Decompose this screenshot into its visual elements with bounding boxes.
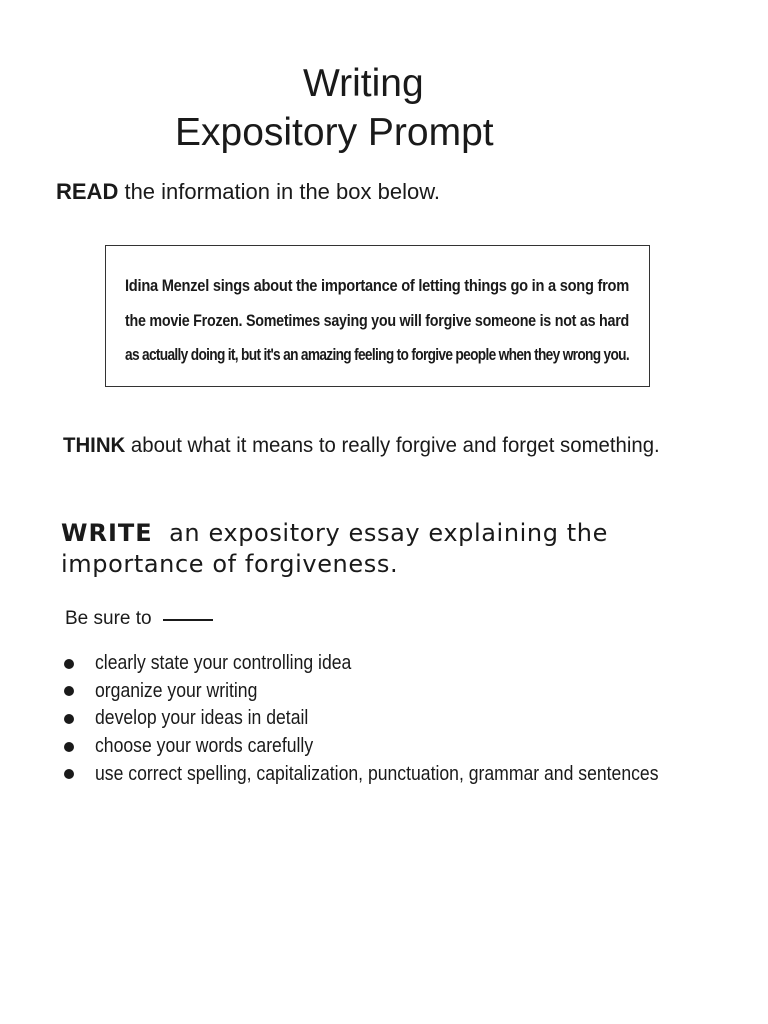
checklist-item-text: develop your ideas in detail bbox=[95, 707, 309, 730]
write-instruction bbox=[61, 518, 741, 580]
read-text: the information in the box below. bbox=[118, 179, 440, 204]
checklist-item-text: clearly state your controlling idea bbox=[95, 652, 352, 675]
passage-text bbox=[125, 268, 629, 373]
bullet-icon bbox=[64, 769, 74, 779]
think-text: about what it means to really forgive and forget something. bbox=[125, 434, 660, 457]
read-instruction bbox=[56, 181, 440, 203]
checklist-item bbox=[64, 760, 735, 788]
checklist bbox=[64, 650, 735, 788]
passage-line-3: as actually doing it, but it's an amazing feeling to forgive people when they wrong you. bbox=[125, 346, 629, 364]
write-text: an expository essay explaining the importance of forgiveness. bbox=[61, 519, 617, 578]
be-sure-label bbox=[65, 609, 213, 628]
checklist-item-text: use correct spelling, capitalization, punctuation, grammar and sentences bbox=[95, 762, 659, 785]
bullet-icon bbox=[64, 686, 74, 696]
bullet-icon bbox=[64, 659, 74, 669]
passage-line-2: the movie Frozen. Sometimes saying you will forgive someone is not as hard bbox=[125, 311, 629, 330]
bullet-icon bbox=[64, 714, 74, 724]
checklist-item bbox=[64, 733, 735, 761]
write-keyword: WRITE bbox=[61, 519, 153, 547]
page-title-line-1: Writing bbox=[303, 62, 424, 105]
checklist-item bbox=[64, 678, 735, 706]
be-sure-text: Be sure to bbox=[65, 608, 152, 629]
checklist-item-text: choose your words carefully bbox=[95, 735, 314, 758]
checklist-item bbox=[64, 650, 735, 678]
passage-line-1: Idina Menzel sings about the importance of letting things go in a song from bbox=[125, 276, 629, 295]
page-title-line-2: Expository Prompt bbox=[175, 111, 494, 154]
think-instruction bbox=[63, 435, 660, 456]
dash-line bbox=[163, 619, 213, 621]
read-keyword: READ bbox=[56, 179, 119, 204]
checklist-item bbox=[64, 705, 735, 733]
bullet-icon bbox=[64, 742, 74, 752]
checklist-item-text: organize your writing bbox=[95, 679, 258, 702]
think-keyword: THINK bbox=[63, 434, 126, 457]
